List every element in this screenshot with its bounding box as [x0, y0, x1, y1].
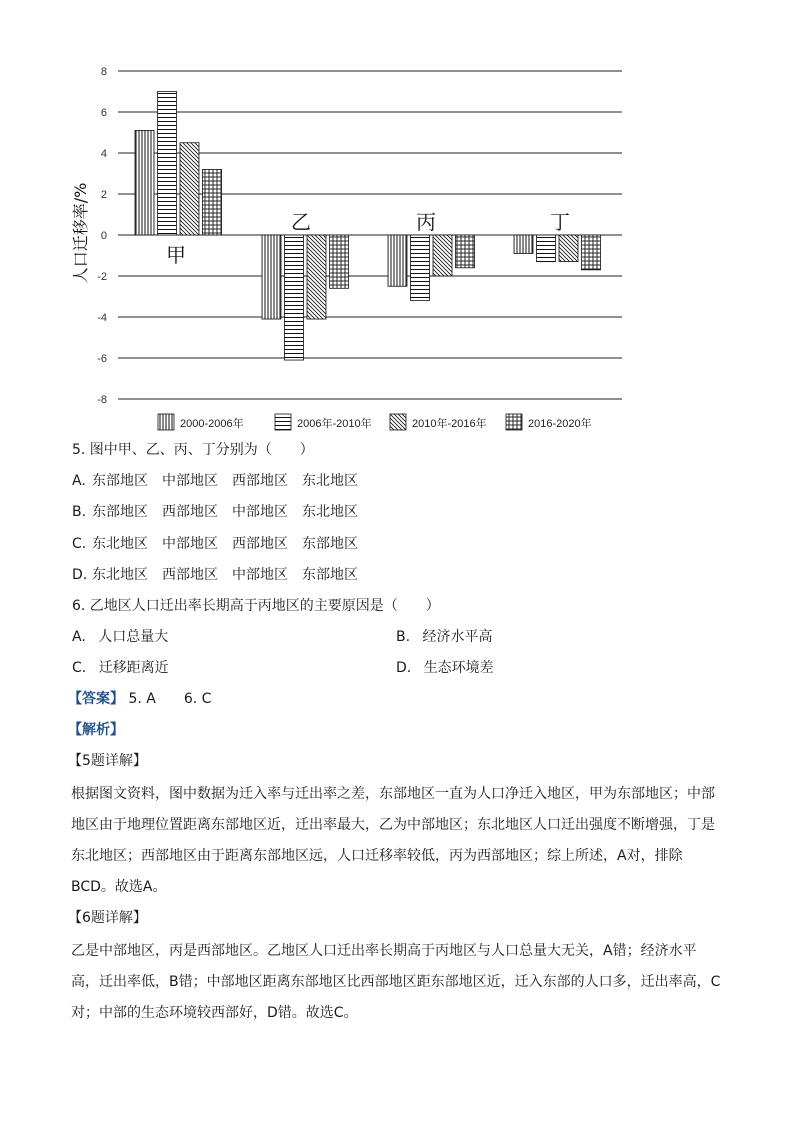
legend-swatch [275, 414, 291, 430]
option-letter: D. [72, 567, 88, 583]
bar-甲-3 [203, 169, 222, 235]
option-item: 东北地区 [302, 504, 358, 520]
y-tick-label: -6 [97, 353, 107, 365]
legend-label: 2010年-2016年 [412, 418, 487, 430]
legend-label: 2006年-2010年 [297, 418, 372, 430]
y-tick-label: 6 [100, 107, 107, 119]
option-item: 东北地区 [302, 473, 358, 489]
bar-甲-1 [158, 92, 177, 236]
option-item: 中部地区 [232, 504, 288, 520]
bar-丁-1 [537, 235, 556, 262]
option-text: 人口总量大 [98, 629, 169, 645]
y-tick-label: -4 [97, 312, 107, 324]
option-item: 东部地区 [302, 567, 358, 583]
q5-option-b [72, 503, 358, 521]
bar-乙-2 [307, 235, 326, 319]
bar-丁-2 [559, 235, 578, 262]
option-item: 中部地区 [162, 473, 218, 489]
bars [135, 92, 601, 361]
option-item: 东部地区 [92, 504, 148, 520]
bar-丁-3 [582, 235, 601, 270]
option-item: 西部地区 [162, 504, 218, 520]
legend-swatch [158, 414, 174, 430]
option-letter: C. [72, 536, 87, 552]
legend [158, 414, 592, 430]
detail6-title: 【6题详解】 [68, 910, 147, 926]
category-label: 丙 [416, 210, 436, 234]
option-item: 东部地区 [92, 473, 148, 489]
option-letter: A. [72, 629, 86, 645]
y-tick-label: 2 [100, 189, 107, 201]
y-tick-label: -2 [97, 271, 107, 283]
option-item: 西部地区 [232, 536, 288, 552]
q5-option-d [72, 566, 358, 584]
option-item: 中部地区 [162, 536, 218, 552]
option-item: 西部地区 [162, 567, 218, 583]
bar-甲-2 [180, 143, 199, 235]
category-label: 丁 [550, 210, 570, 234]
answer-line [68, 690, 211, 708]
bar-乙-0 [262, 235, 281, 319]
option-text: 生态环境差 [423, 660, 494, 676]
bar-丙-0 [388, 235, 407, 286]
q6-option-c [72, 659, 169, 677]
category-label: 甲 [166, 243, 186, 267]
q6-option-b [396, 628, 493, 646]
option-item: 东北地区 [92, 567, 148, 583]
q6-option-a [72, 628, 168, 646]
option-item: 东部地区 [302, 536, 358, 552]
bar-丙-1 [411, 235, 430, 301]
y-axis-label: 人口迁移率/% [71, 182, 90, 284]
q6-option-d [396, 659, 494, 677]
option-letter: B. [72, 504, 87, 520]
option-item: 东北地区 [92, 536, 148, 552]
q5-option-a [72, 472, 358, 490]
y-tick-label: 4 [100, 148, 107, 160]
legend-swatch [506, 414, 522, 430]
bar-丙-2 [433, 235, 452, 276]
answer-label: 【答案】 [68, 691, 124, 707]
option-letter: C. [72, 660, 87, 676]
y-axis-ticks [97, 66, 107, 406]
legend-label: 2000-2006年 [180, 418, 244, 430]
q5-stem: 5. 图中甲、乙、丙、丁分别为（ ） [72, 442, 314, 458]
option-text: 迁移距离近 [98, 660, 169, 676]
detail6-text: 乙是中部地区，丙是西部地区。乙地区人口迁出率长期高于丙地区与人口总量大无关，A错；经济水平高，迁出率低，B错；中部地区距离东部地区比西部地区距东部地区近，迁入东部的人口多，迁出率高，C对；中部的生态环境较西部好，D错。故选C。 [71, 943, 721, 1021]
category-label: 乙 [291, 210, 311, 234]
category-labels [166, 210, 570, 267]
y-tick-label: 8 [100, 66, 107, 78]
bar-丁-0 [514, 235, 533, 253]
bar-丙-3 [456, 235, 475, 268]
detail5-title: 【5题详解】 [68, 753, 147, 769]
answer-text: 5. A 6. C [128, 691, 212, 707]
bar-乙-1 [285, 235, 304, 360]
option-letter: D. [396, 660, 412, 676]
legend-label: 2016-2020年 [528, 418, 592, 430]
q6-stem: 6. 乙地区人口迁出率长期高于丙地区的主要原因是（ ） [72, 598, 440, 614]
option-item: 中部地区 [232, 567, 288, 583]
population-migration-chart [0, 0, 794, 440]
detail5-text: 根据图文资料，图中数据为迁入率与迁出率之差，东部地区一直为人口净迁入地区，甲为东部地区；中部地区由于地理位置距离东部地区近，迁出率最大，乙为中部地区；东北地区人口迁出强度不断增强，丁是东北地区；西部地区由于距离东部地区远，人口迁移率较低，丙为西部地区；综上所述，A对，排除BCD。故选A。 [71, 786, 715, 895]
option-letter: A. [72, 473, 86, 489]
bar-乙-3 [330, 235, 349, 288]
q5-option-c [72, 535, 358, 553]
option-text: 经济水平高 [422, 629, 493, 645]
bar-甲-0 [135, 130, 154, 235]
y-tick-label: 0 [100, 230, 107, 242]
y-tick-label: -8 [97, 394, 107, 406]
analysis-label: 【解析】 [68, 722, 124, 738]
legend-swatch [390, 414, 406, 430]
option-item: 西部地区 [232, 473, 288, 489]
option-letter: B. [396, 629, 411, 645]
